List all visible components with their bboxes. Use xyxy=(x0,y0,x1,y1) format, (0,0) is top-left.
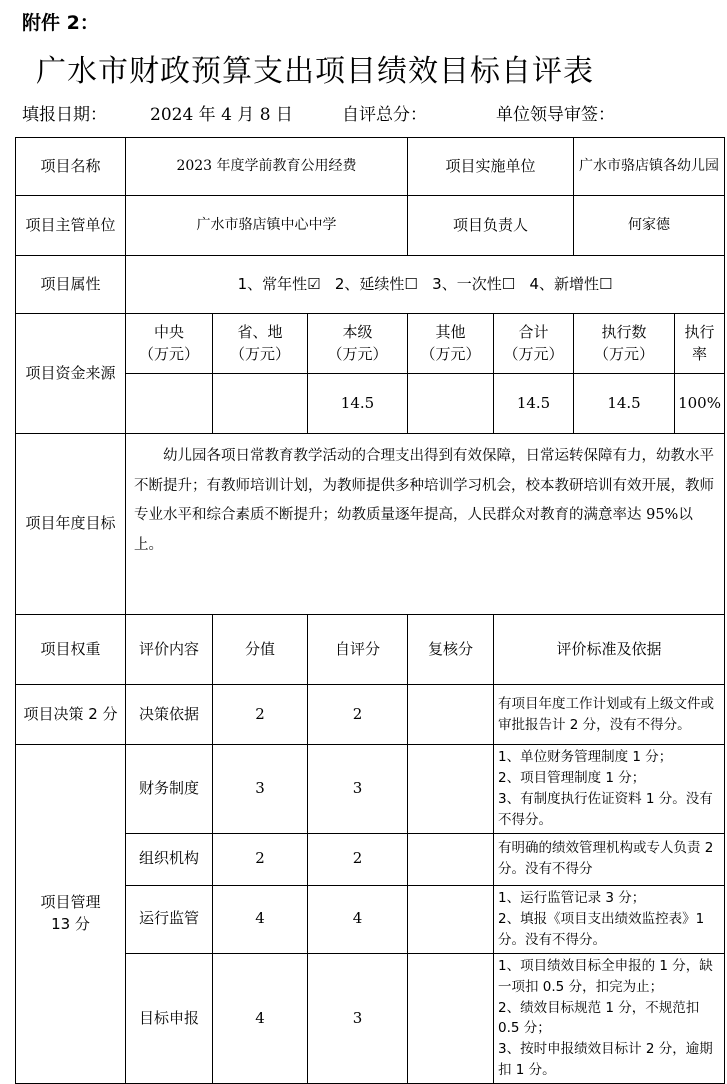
funding-value xyxy=(408,374,494,434)
owner-value: 何家德 xyxy=(574,196,725,256)
eval-row xyxy=(16,685,725,745)
funding-value: 14.5 xyxy=(494,374,574,434)
funding-value: 14.5 xyxy=(574,374,675,434)
score-label: 自评总分： xyxy=(342,105,427,125)
row-goal xyxy=(16,434,725,615)
dept-value: 广水市骆店镇中心中学 xyxy=(126,196,408,256)
date-value: 2024 年 4 月 8 日 xyxy=(150,105,293,125)
goal-text: 幼儿园各项日常教育教学活动的合理支出得到有效保障，日常运转保障有力，幼教水平不断提升；有教师培训计划，为教师提供多种培训学习机会，校本教研培训有效开展，教师专业水平和综合素质不断提升；幼教质量逐年提高，人民群众对教育的满意率达 95%以上。 xyxy=(126,434,725,615)
impl-unit-value: 广水市骆店镇各幼儿园 xyxy=(574,138,725,196)
leader-label: 单位领导审签： xyxy=(496,105,615,125)
impl-unit-label: 项目实施单位 xyxy=(408,138,574,196)
row-project-name xyxy=(16,138,725,196)
eval-self-score: 2 xyxy=(308,685,408,745)
eval-self-score: 3 xyxy=(308,953,408,1084)
funding-header: 执行数 （万元） xyxy=(574,314,675,374)
eval-criteria: 有明确的绩效管理机构或专人负责 2 分。没有不得分 xyxy=(494,833,725,885)
owner-label: 项目负责人 xyxy=(408,196,574,256)
funding-value: 100% xyxy=(675,374,725,434)
attachment-label: 附件 2： xyxy=(22,12,99,34)
eval-review-score xyxy=(408,685,494,745)
eval-row xyxy=(16,745,725,834)
eval-criteria: 1、运行监管记录 3 分； 2、填报《项目支出绩效监控表》1 分。没有不得分。 xyxy=(494,885,725,953)
dept-label: 项目主管单位 xyxy=(16,196,126,256)
eval-header: 自评分 xyxy=(308,615,408,685)
eval-content: 目标申报 xyxy=(126,953,213,1084)
row-funding-headers xyxy=(16,314,725,374)
eval-content: 运行监管 xyxy=(126,885,213,953)
eval-self-score: 2 xyxy=(308,833,408,885)
eval-value: 2 xyxy=(213,833,308,885)
eval-value: 2 xyxy=(213,685,308,745)
date-label: 填报日期： xyxy=(22,105,107,125)
eval-content: 组织机构 xyxy=(126,833,213,885)
eval-group-management: 项目管理 13 分 xyxy=(16,745,126,1084)
funding-header: 执行 率 xyxy=(675,314,725,374)
eval-header: 评价内容 xyxy=(126,615,213,685)
attr-value: 1、常年性☑ 2、延续性☐ 3、一次性☐ 4、新增性☐ xyxy=(126,256,725,314)
eval-header: 复核分 xyxy=(408,615,494,685)
eval-header: 评价标准及依据 xyxy=(494,615,725,685)
goal-label: 项目年度目标 xyxy=(16,434,126,615)
eval-self-score: 4 xyxy=(308,885,408,953)
project-name-value: 2023 年度学前教育公用经费 xyxy=(126,138,408,196)
eval-self-score: 3 xyxy=(308,745,408,834)
eval-criteria: 1、项目绩效目标全申报的 1 分，缺一项扣 0.5 分，扣完为止； 2、绩效目标规范 1 分，不规范扣 0.5 分； 3、按时申报绩效目标计 2 分，逾期扣 1 分。 xyxy=(494,953,725,1084)
row-eval-headers xyxy=(16,615,725,685)
eval-group-decision: 项目决策 2 分 xyxy=(16,685,126,745)
funding-header: 合计 （万元） xyxy=(494,314,574,374)
funding-value: 14.5 xyxy=(308,374,408,434)
evaluation-table xyxy=(15,137,725,1084)
eval-review-score xyxy=(408,953,494,1084)
eval-header: 项目权重 xyxy=(16,615,126,685)
eval-content: 财务制度 xyxy=(126,745,213,834)
funding-header: 省、地 （万元） xyxy=(213,314,308,374)
eval-review-score xyxy=(408,745,494,834)
funding-label: 项目资金来源 xyxy=(16,314,126,434)
funding-value xyxy=(213,374,308,434)
row-dept xyxy=(16,196,725,256)
row-attribute xyxy=(16,256,725,314)
funding-header: 本级 （万元） xyxy=(308,314,408,374)
project-name-label: 项目名称 xyxy=(16,138,126,196)
eval-content: 决策依据 xyxy=(126,685,213,745)
eval-value: 4 xyxy=(213,953,308,1084)
eval-review-score xyxy=(408,885,494,953)
eval-value: 4 xyxy=(213,885,308,953)
page-title: 广水市财政预算支出项目绩效目标自评表 xyxy=(36,54,594,89)
eval-value: 3 xyxy=(213,745,308,834)
eval-header: 分值 xyxy=(213,615,308,685)
funding-header: 中央 （万元） xyxy=(126,314,213,374)
funding-value xyxy=(126,374,213,434)
eval-criteria: 1、单位财务管理制度 1 分； 2、项目管理制度 1 分； 3、有制度执行佐证资料 1 分。没有不得分。 xyxy=(494,745,725,834)
eval-review-score xyxy=(408,833,494,885)
attr-label: 项目属性 xyxy=(16,256,126,314)
funding-header: 其他 （万元） xyxy=(408,314,494,374)
eval-criteria: 有项目年度工作计划或有上级文件或审批报告计 2 分，没有不得分。 xyxy=(494,685,725,745)
